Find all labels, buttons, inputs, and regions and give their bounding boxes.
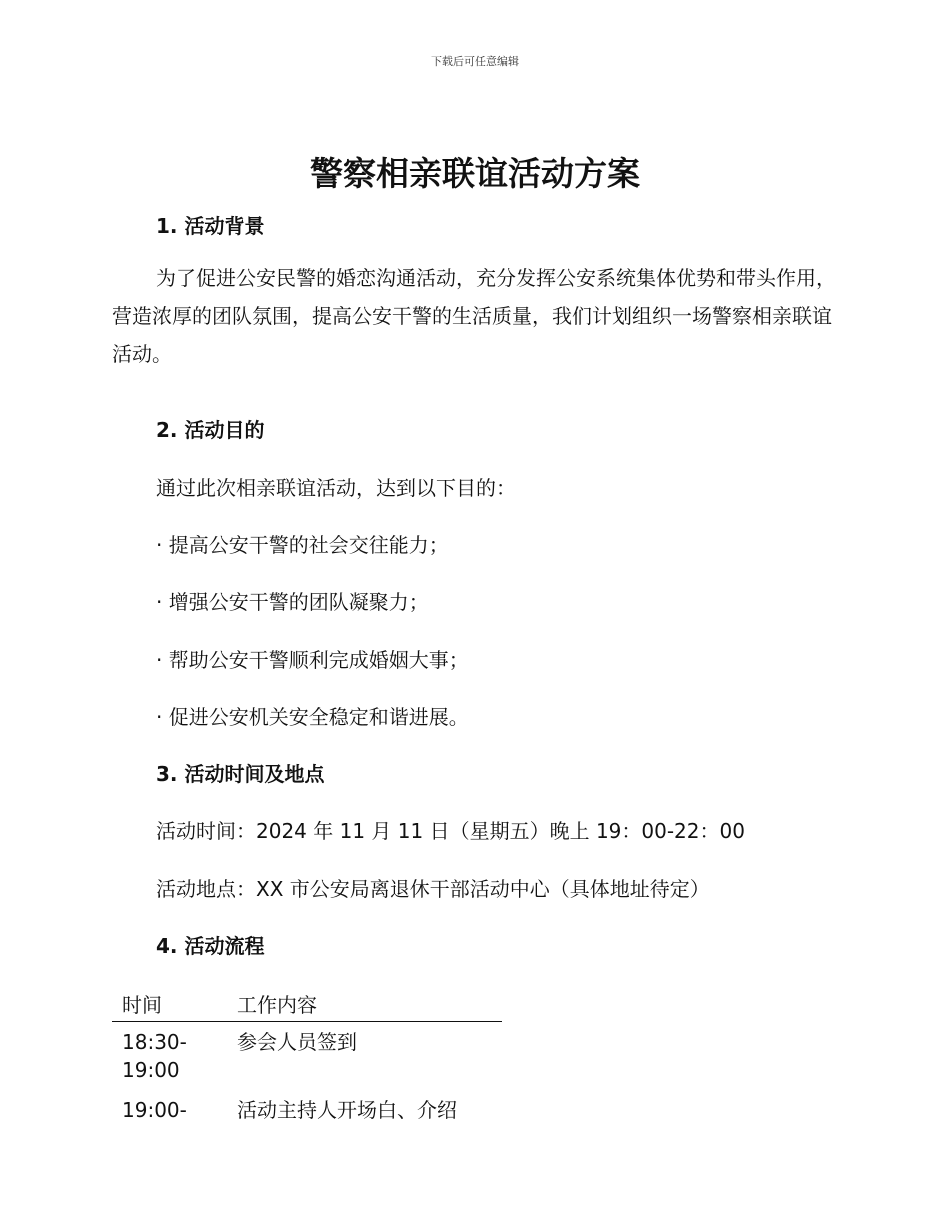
table-header-time: 时间: [112, 986, 227, 1022]
section-heading-purpose: 2. 活动目的: [156, 418, 265, 442]
table-cell-time: 19:00-: [122, 1098, 187, 1122]
table-cell-time: 18:30-19:00: [122, 1030, 187, 1082]
purpose-bullet-3: · 帮助公安干警顺利完成婚姻大事；: [156, 648, 469, 672]
table-cell-content: 活动主持人开场白、介绍: [237, 1098, 457, 1122]
process-table: [112, 986, 502, 1130]
table-header-content: 工作内容: [227, 986, 502, 1022]
section-heading-process: 4. 活动流程: [156, 934, 265, 958]
table-row: [112, 1022, 502, 1091]
page-header-note: 下载后可任意编辑: [431, 55, 519, 68]
section-heading-time-place: 3. 活动时间及地点: [156, 762, 325, 786]
background-paragraph: 为了促进公安民警的婚恋沟通活动，充分发挥公安系统集体优势和带头作用，营造浓厚的团队氛围，提高公安干警的生活质量，我们计划组织一场警察相亲联谊活动。: [112, 266, 836, 366]
purpose-bullet-1: · 提高公安干警的社会交往能力；: [156, 533, 449, 557]
table-row: [112, 1090, 502, 1130]
purpose-bullet-4: · 促进公安机关安全稳定和谐进展。: [156, 705, 469, 729]
purpose-intro: 通过此次相亲联谊活动，达到以下目的：: [156, 476, 516, 500]
section-heading-background: 1. 活动背景: [156, 214, 265, 238]
activity-place: 活动地点：XX 市公安局离退休干部活动中心（具体地址待定）: [156, 877, 710, 901]
purpose-bullet-2: · 增强公安干警的团队凝聚力；: [156, 590, 429, 614]
activity-time: 活动时间：2024 年 11 月 11 日（星期五）晚上 19：00-22：00: [156, 819, 745, 843]
table-header-row: [112, 986, 502, 1022]
table-cell-content: 参会人员签到: [237, 1030, 357, 1054]
page-title: 警察相亲联谊活动方案: [310, 154, 640, 193]
